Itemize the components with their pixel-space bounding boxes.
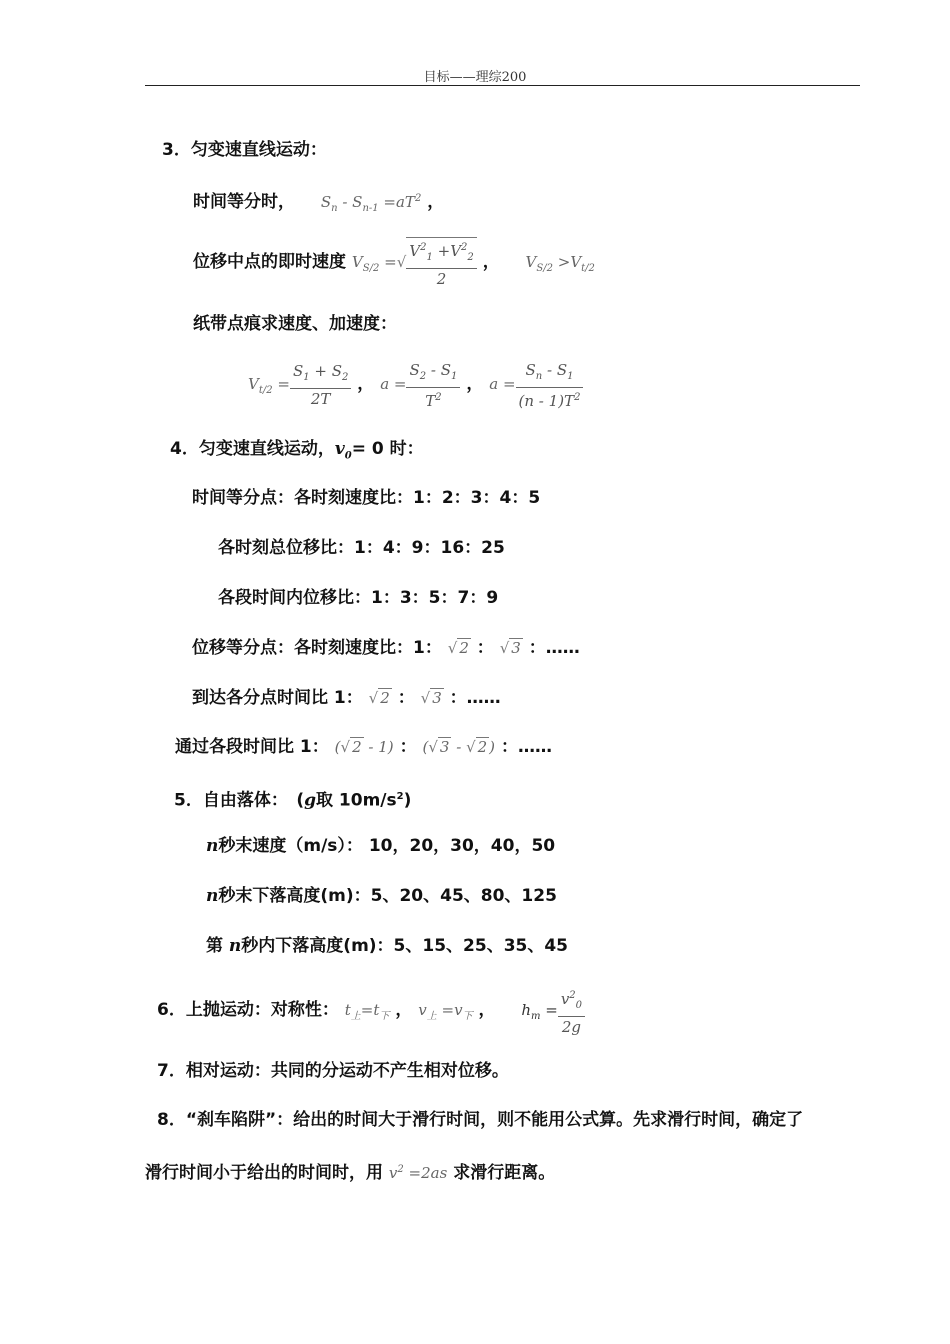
section-6-row: 6．上抛运动：对称性： $t_上=t_下$ ， $v_上 =v_下$ ， $h_m$ = $\frac{v^2_0}{2g}$	[157, 982, 585, 1045]
formula-tape-accel-n: a = $\frac{S_n - S_1}{(n - 1)T^2}$	[489, 375, 583, 393]
midpoint-row	[193, 232, 595, 299]
freefall-velocity-row: n秒末速度（m/s）： 10，20，30，40，50	[206, 836, 556, 856]
tape-label: 纸带点痕求速度、加速度：	[193, 314, 397, 334]
freefall-height-row: n秒末下落高度(m)：5、20、45、80、125	[206, 886, 557, 906]
formula-v-symmetry: $v_上 =v_下$	[418, 1001, 473, 1022]
equal-time-label: 时间等分时，	[193, 192, 295, 212]
section-4-title: 4．匀变速直线运动，$v_0= 0$ 时：	[170, 439, 424, 462]
section-5-title: 5．自由落体： (g取 $10m/s^2$)	[174, 790, 412, 811]
midpoint-label: 位移中点的即时速度	[193, 252, 346, 272]
sqrt3: √ 3	[499, 639, 521, 657]
freefall-segment-height-row: 第 n秒内下落高度(m)：5、15、25、35、45	[206, 936, 569, 956]
formula-delta-s: $S_n - S_{n-1} =aT^2$	[320, 193, 422, 214]
sqrt2: √ 2	[447, 639, 469, 657]
n-symbol: n	[206, 836, 219, 856]
section-7-text: 7．相对运动：共同的分运动不产生相对位移。	[157, 1061, 509, 1081]
total-displacement-ratio-row: 各时刻总位移比：1：4：9：16：25	[218, 538, 505, 558]
page-header: 目标——理综200	[423, 70, 527, 85]
tape-sep-2: ，	[466, 374, 484, 394]
velocity-ratio-row: 时间等分点：各时刻速度比：1：2：3：4：5	[192, 488, 541, 508]
formula-t-symmetry: $t_上=t_下$	[344, 1001, 390, 1022]
formula-v2-2as: $v^2 =2as$	[388, 1164, 448, 1182]
n-symbol: n	[206, 886, 219, 906]
equal-time-tail: ，	[427, 192, 445, 212]
midpoint-sep: ，	[482, 252, 500, 272]
formula-max-height: $h_m$ = $\frac{v^2_0}{2g}$	[521, 1001, 585, 1019]
segment-time-ratio-row: 通过各段时间比 1： (√ 2 - 1) ： (√ 3 - √ 2 ) ：……	[175, 737, 552, 757]
v0-symbol: $v_0$	[334, 439, 352, 462]
section-8-line-2: 滑行时间小于给出的时间时，用 $v^2 =2as$ 求滑行距离。	[145, 1163, 556, 1183]
section-8-line-1: 8．“刹车陷阱”：给出的时间大于滑行时间，则不能用公式算。先求滑行时间，确定了	[157, 1110, 804, 1130]
equal-time-row	[193, 187, 444, 221]
header-rule	[145, 85, 860, 86]
n-symbol: n	[228, 936, 242, 956]
formula-sqrt2-minus-1: (√ 2 - 1)	[334, 738, 394, 756]
section-3-title: 3．匀变速直线运动：	[162, 140, 327, 160]
segment-displacement-ratio-row: 各段时间内位移比：1：3：5：7：9	[218, 588, 499, 608]
formula-tape-accel-1: a = $\frac{S_2 - S_1}{T^2}$	[380, 375, 460, 393]
tape-sep-1: ，	[357, 374, 375, 394]
tape-formulas-row	[248, 356, 583, 419]
formula-sqrt3-minus-sqrt2: (√ 3 - √ 2 )	[422, 738, 496, 756]
g-symbol: g	[304, 790, 316, 811]
equal-displacement-velocity-row: 位移等分点：各时刻速度比：1： √ 2 ： √ 3 ：……	[192, 638, 580, 658]
arrival-time-ratio-row: 到达各分点时间比 1： √ 2 ： √ 3 ：……	[192, 688, 501, 708]
formula-tape-velocity: $V_{t/2}$ = $\frac{S_1 + S_2}{2T}$	[248, 375, 351, 393]
formula-midpoint-velocity: $V_{S/2}$ =√ $\frac{V^2_1 +V^2_2}{2}$	[352, 253, 477, 271]
formula-compare-velocity: $V_{S/2} >V_{t/2}$	[525, 253, 595, 274]
sqrt3: √ 3	[420, 689, 442, 707]
sqrt2: √ 2	[368, 689, 390, 707]
